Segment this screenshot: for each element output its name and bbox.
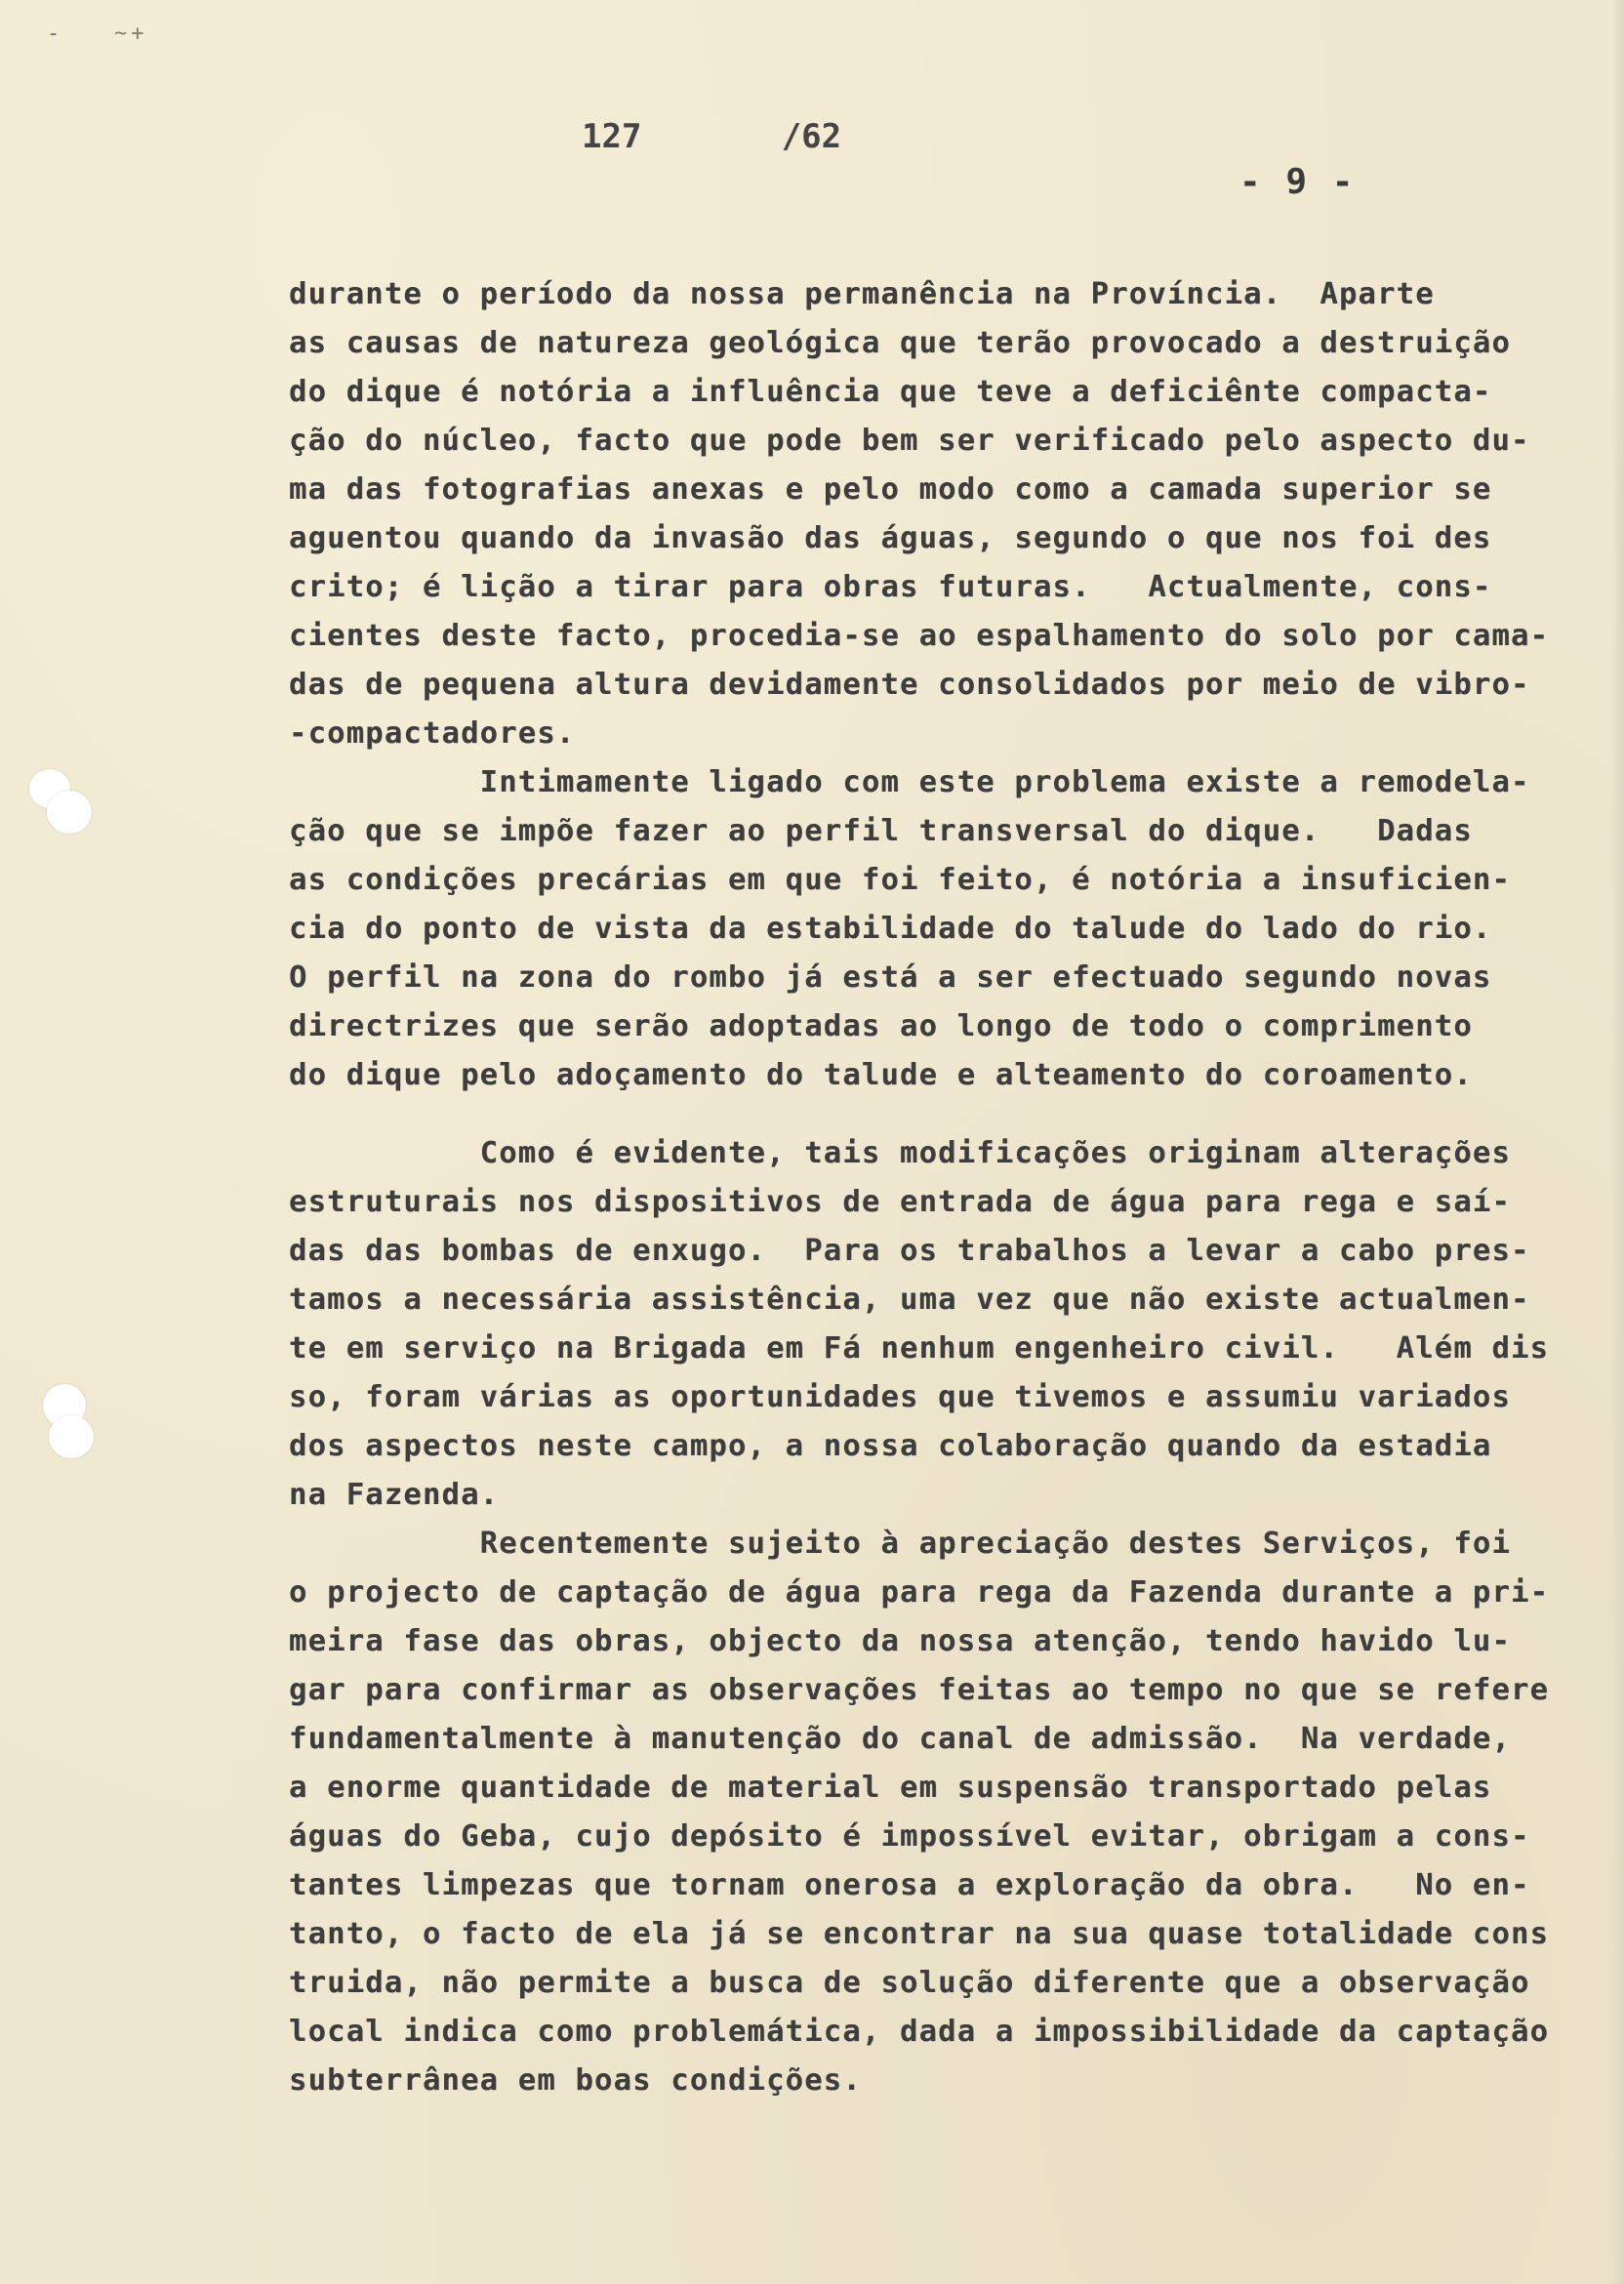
text-line: cientes deste facto, procedia-se ao espalhamento do solo por cama- [289,619,1550,653]
text-line: águas do Geba, cujo depósito é impossível evitar, obrigam a cons- [289,1819,1530,1854]
text-line: Como é evidente, tais modificações originam alterações [289,1136,1512,1170]
text-line: as causas de natureza geológica que terão provocado a destruição [289,326,1512,360]
page-number: - 9 - [1239,162,1356,202]
text-line: O perfil na zona do rombo já está a ser efectuado segundo novas [289,960,1492,995]
text-line: ção do núcleo, facto que pode bem ser verificado pelo aspecto du- [289,424,1530,458]
text-line: dos aspectos neste campo, a nossa colaboração quando da estadia [289,1429,1492,1463]
text-line: ma das fotografias anexas e pelo modo como a camada superior se [289,472,1492,507]
text-line: do dique é notória a influência que teve a deficiênte compacta- [289,375,1492,409]
text-line: das de pequena altura devidamente consolidados por meio de vibro- [289,668,1530,702]
text-line: fundamentalmente à manutenção do canal de admissão. Na verdade, [289,1722,1512,1756]
text-line: durante o período da nossa permanência na Província. Aparte [289,277,1435,311]
text-line: so, foram várias as oportunidades que tivemos e assumiu variados [289,1380,1512,1414]
corner-pencil-mark: - ~+ [47,21,148,46]
text-line: do dique pelo adoçamento do talude e alteamento do coroamento. [289,1058,1473,1092]
text-line: o projecto de captação de água para rega da Fazenda durante a pri- [289,1575,1550,1610]
text-line: gar para confirmar as observações feitas ao tempo no que se refere [289,1673,1550,1707]
document-reference-number: 127 /62 [582,117,842,156]
text-line: estruturais nos dispositivos de entrada de água para rega e saí- [289,1185,1512,1219]
text-line: -compactadores. [289,716,576,751]
text-line: na Fazenda. [289,1478,500,1512]
text-line: as condições precárias em que foi feito, é notória a insuficien- [289,863,1512,897]
punch-hole-bottom-overlap [49,1415,94,1458]
text-line: local indica como problemática, dada a impossibilidade da captação [289,2015,1550,2049]
text-line: meira fase das obras, objecto da nossa atenção, tendo havido lu- [289,1624,1512,1658]
text-line: Recentemente sujeito à apreciação destes Serviços, foi [289,1527,1512,1561]
text-line: tamos a necessária assistência, uma vez que não existe actualmen- [289,1283,1530,1317]
text-line: tantes limpezas que tornam onerosa a exploração da obra. No en- [289,1868,1530,1902]
punch-hole-top-overlap [47,791,92,834]
text-line: aguentou quando da invasão das águas, segundo o que nos foi des [289,521,1492,555]
text-line: directrizes que serão adoptadas ao longo de todo o comprimento [289,1009,1473,1043]
text-line: crito; é lição a tirar para obras futuras. Actualmente, cons- [289,570,1492,604]
text-line: truida, não permite a busca de solução diferente que a observação [289,1966,1530,2000]
text-line: subterrânea em boas condições. [289,2063,862,2098]
text-line: te em serviço na Brigada em Fá nenhum engenheiro civil. Além dis [289,1331,1550,1366]
text-line: cia do ponto de vista da estabilidade do talude do lado do rio. [289,912,1492,946]
text-line: a enorme quantidade de material em suspensão transportado pelas [289,1771,1492,1805]
page-edge-shadow [1610,0,1624,2284]
text-line: ção que se impõe fazer ao perfil transversal do dique. Dadas [289,814,1473,848]
text-line: Intimamente ligado com este problema existe a remodela- [289,765,1530,799]
text-line: das das bombas de enxugo. Para os trabalhos a levar a cabo pres- [289,1234,1530,1268]
text-line: tanto, o facto de ela já se encontrar na sua quase totalidade cons [289,1917,1550,1951]
